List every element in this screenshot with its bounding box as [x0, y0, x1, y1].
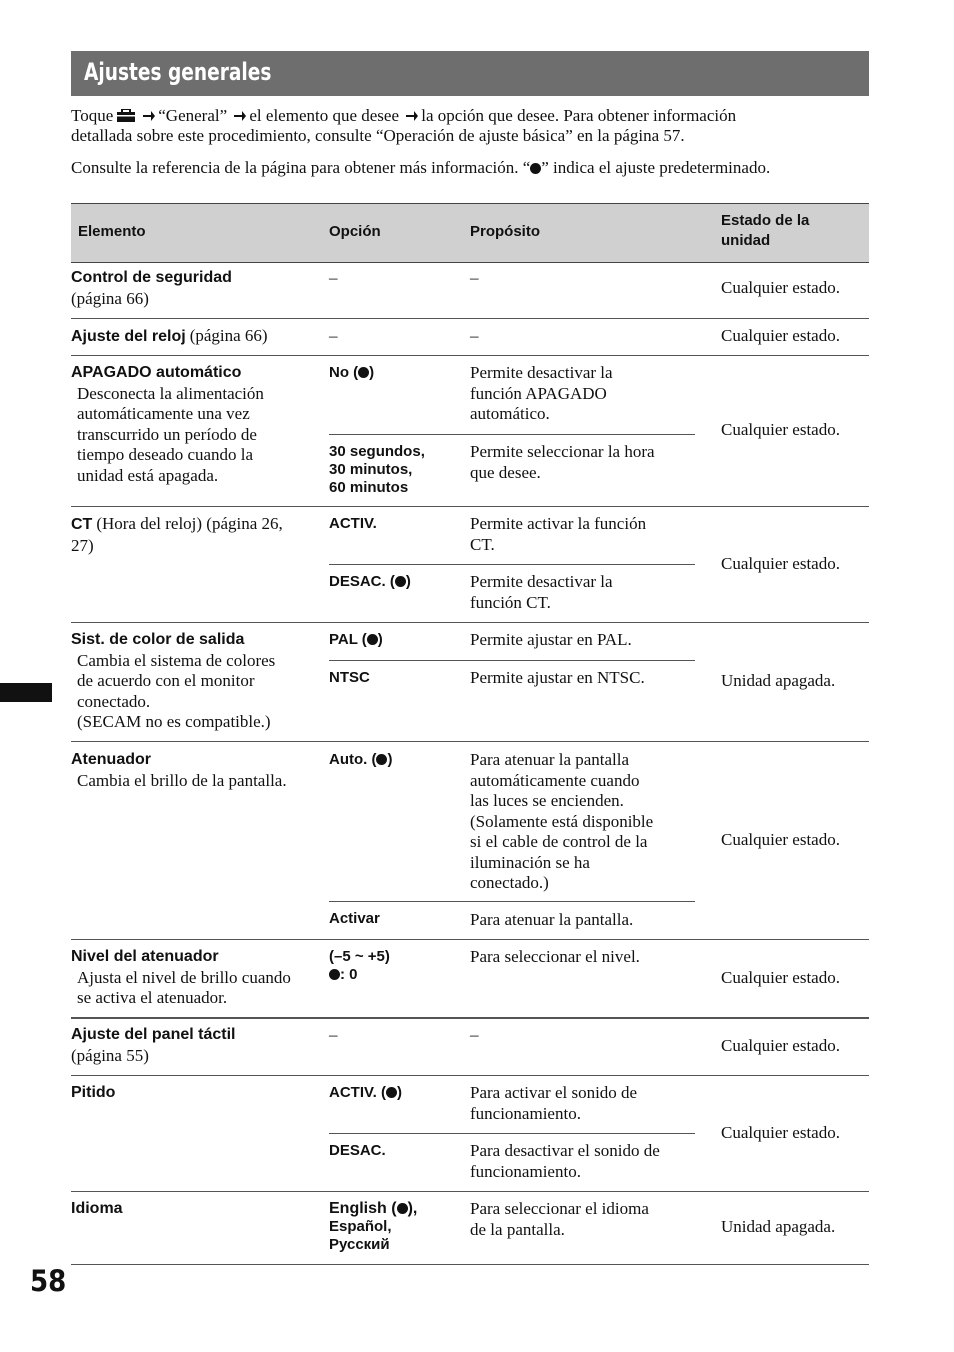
row-ct-option-2: DESAC. ( ): [329, 573, 411, 590]
default-dot-icon: [397, 1203, 408, 1214]
row-panel-purpose: –: [470, 1025, 479, 1044]
row-atenuador-option-2: Activar: [329, 910, 380, 927]
row-atenuador-state: Cualquier estado.: [721, 830, 840, 849]
default-dot-icon: [386, 1087, 397, 1098]
row-atenuador-purpose-2: Para atenuar la pantalla.: [470, 910, 634, 929]
row-atenuador-purpose-1: Para atenuar la pantalla automáticamente cuando las luces se encienden. (Solamente está disponible si el cable de control de la iluminación se ha conectado.): [470, 750, 654, 892]
intro-text-touch: Toque: [71, 106, 114, 125]
page-title: Ajustes generales: [84, 58, 272, 86]
default-dot-icon: [376, 754, 387, 765]
intro-text-element: el elemento que desee: [249, 106, 400, 125]
row-apagado-element: APAGADO automático Desconecta la alimentación automáticamente una vez transcurrido un período de tiempo deseado cuando la unidad está apagada.: [71, 364, 264, 485]
sub-row-divider: [329, 434, 695, 435]
row-nivel-state: Cualquier estado.: [721, 968, 840, 987]
intro-text-general: “General”: [158, 106, 228, 125]
row-seguridad-state: Cualquier estado.: [721, 278, 840, 297]
row-seguridad-element: Control de seguridad (página 66): [71, 269, 232, 308]
row-divider: [71, 1075, 869, 1076]
header-option: Opción: [329, 223, 381, 240]
row-apagado-state: Cualquier estado.: [721, 420, 840, 439]
row-divider: [71, 741, 869, 742]
row-color-option-1: PAL ( ): [329, 631, 383, 648]
row-reloj-purpose: –: [470, 326, 479, 345]
page-number: 58: [30, 1264, 67, 1298]
row-nivel-purpose: Para seleccionar el nivel.: [470, 947, 640, 966]
header-purpose: Propósito: [470, 223, 540, 240]
row-color-state: Unidad apagada.: [721, 671, 836, 690]
row-ct-element: CT (Hora del reloj) (página 26, 27): [71, 514, 283, 555]
row-pitido-purpose-1: Para activar el sonido de funcionamiento.: [470, 1083, 638, 1123]
sub-row-divider: [329, 901, 695, 902]
row-idioma-state: Unidad apagada.: [721, 1217, 836, 1236]
row-idioma-option: English ( ), Español, Русский: [329, 1200, 418, 1253]
section-tab-marker: [0, 683, 52, 702]
row-apagado-purpose-1: Permite desactivar la función APAGADO automático.: [470, 363, 613, 423]
row-pitido-purpose-2: Para desactivar el sonido de funcionamiento.: [470, 1141, 660, 1181]
row-idioma-purpose: Para seleccionar el idioma de la pantalla.: [470, 1199, 649, 1239]
intro-text-consult: Consulte la referencia de la página para obtener más información. “: [71, 158, 531, 177]
row-ct-option-1: ACTIV.: [329, 515, 377, 532]
row-idioma-element: Idioma: [71, 1200, 123, 1217]
row-color-element: Sist. de color de salida Cambia el sistema de colores de acuerdo con el monitor conectado. (SECAM no es compatible.): [71, 631, 276, 731]
row-divider: [71, 1191, 869, 1192]
row-divider: [71, 939, 869, 940]
row-divider: [71, 355, 869, 356]
default-dot-icon: [329, 969, 340, 980]
row-apagado-option-1: No ( ): [329, 364, 375, 381]
row-divider: [71, 1017, 869, 1019]
row-nivel-element: Nivel del atenuador Ajusta el nivel de brillo cuando se activa el atenuador.: [71, 948, 291, 1007]
row-atenuador-option-1: Auto. ( ): [329, 751, 393, 768]
intro-text-option: la opción que desee. Para obtener información: [421, 106, 737, 125]
row-panel-state: Cualquier estado.: [721, 1036, 840, 1055]
row-color-purpose-1: Permite ajustar en PAL.: [470, 630, 632, 649]
intro-text-line2: detallada sobre este procedimiento, consulte “Operación de ajuste básica” en la página 57.: [71, 126, 685, 145]
row-ct-purpose-1: Permite activar la función CT.: [470, 514, 647, 554]
sub-row-divider: [329, 564, 695, 565]
row-reloj-option: –: [329, 326, 338, 345]
row-ct-purpose-2: Permite desactivar la función CT.: [470, 572, 613, 612]
row-color-option-2: NTSC: [329, 669, 370, 686]
row-atenuador-element: Atenuador Cambia el brillo de la pantalla.: [71, 751, 287, 790]
row-nivel-option: (–5 ~ +5) : 0: [329, 948, 390, 983]
row-apagado-purpose-2: Permite seleccionar la hora que desee.: [470, 442, 655, 482]
row-color-purpose-2: Permite ajustar en NTSC.: [470, 668, 645, 687]
table-bottom-border: [71, 1264, 869, 1265]
row-seguridad-option: –: [329, 268, 338, 287]
row-pitido-element: Pitido: [71, 1084, 116, 1101]
row-panel-option: –: [329, 1025, 338, 1044]
row-apagado-option-2: 30 segundos, 30 minutos, 60 minutos: [329, 443, 425, 496]
row-pitido-option-2: DESAC.: [329, 1142, 386, 1159]
default-dot-icon: [358, 367, 369, 378]
default-dot-icon: [367, 634, 378, 645]
row-reloj-element: Ajuste del reloj (página 66): [71, 326, 268, 345]
row-reloj-state: Cualquier estado.: [721, 326, 840, 345]
sub-row-divider: [329, 660, 695, 661]
intro-text-default: ” indica el ajuste predeterminado.: [541, 158, 771, 177]
row-divider: [71, 622, 869, 623]
row-divider: [71, 506, 869, 507]
row-panel-element: Ajuste del panel táctil (página 55): [71, 1026, 236, 1065]
default-dot-icon: [395, 576, 406, 587]
row-pitido-option-1: ACTIV. ( ): [329, 1084, 402, 1101]
sub-row-divider: [329, 1133, 695, 1134]
row-ct-state: Cualquier estado.: [721, 554, 840, 573]
header-element: Elemento: [78, 223, 146, 240]
row-seguridad-purpose: –: [470, 268, 479, 287]
row-pitido-state: Cualquier estado.: [721, 1123, 840, 1142]
header-state: Estado de la unidad: [721, 212, 810, 249]
row-divider: [71, 318, 869, 319]
